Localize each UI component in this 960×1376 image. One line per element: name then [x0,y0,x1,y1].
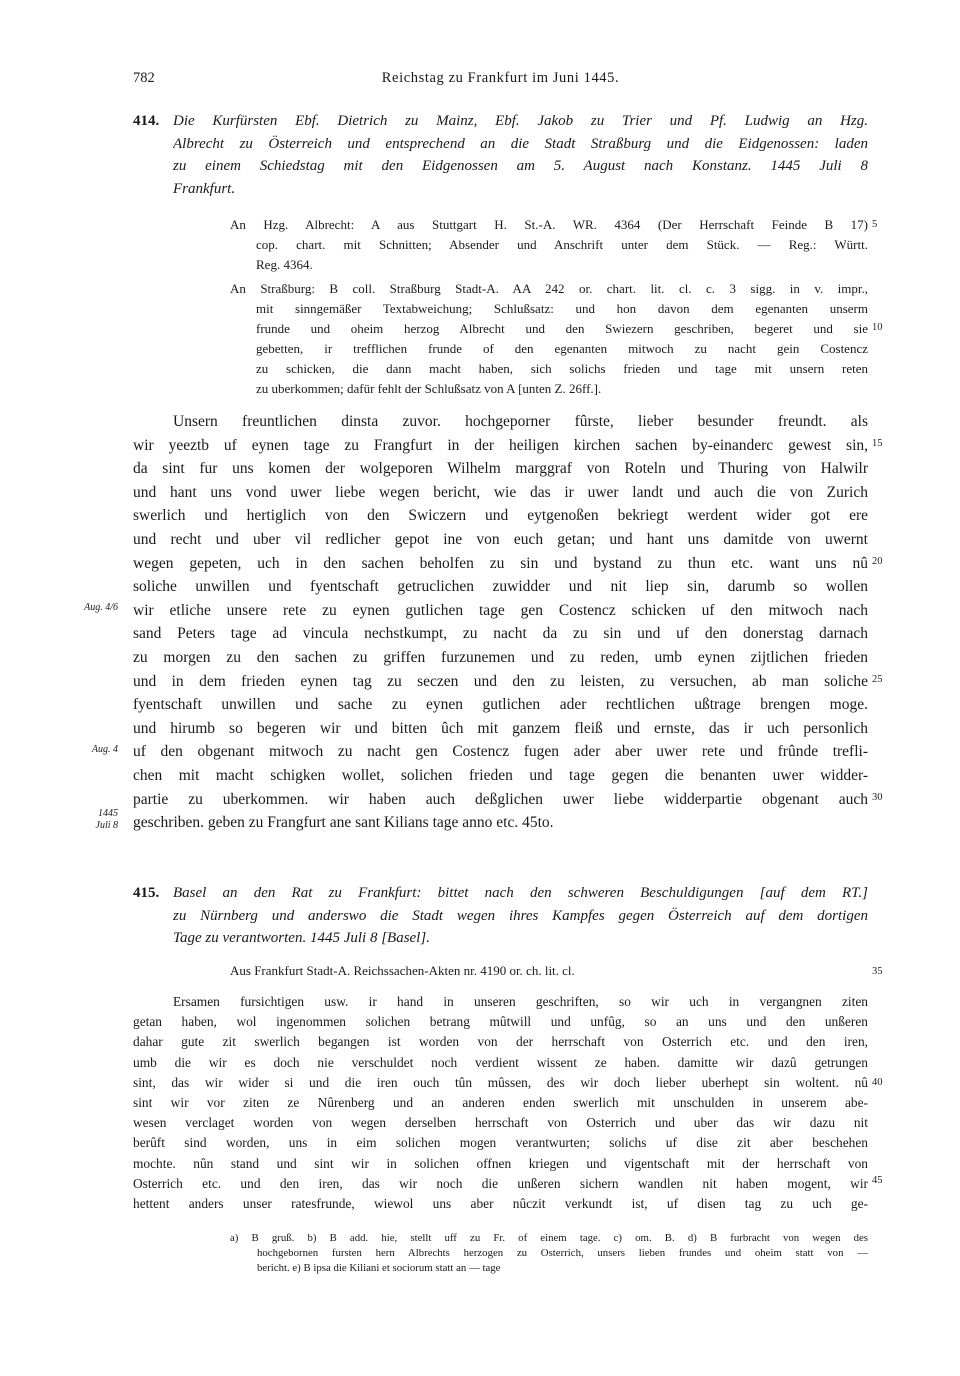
source-line: frunde und oheim herzog Albrecht und den Swiezern geschriben, begeret und sie [256,321,868,336]
doc-415-source [230,961,868,981]
text-line: uf den obgenant mitwoch zu nacht gen Costencz fugen ader aber uwer rete und frûnde trefli- [133,743,868,761]
doc-415-head-line: Tage zu verantworten. 1445 Juli 8 [Basel]. [173,930,430,946]
page-number: 782 [133,70,155,86]
line-number: 20 [872,556,883,567]
doc-415-head-line: Basel an den Rat zu Frankfurt: bittet nach den schweren Beschuldigungen [auf dem RT.] [173,885,868,901]
text-line: berûft sind worden, uns in eim solichen mogen verantwurten; solichs uf dise zit aber beschehen [133,1135,868,1151]
doc-414-head-line: Frankfurt. [173,180,236,197]
doc-414-text [133,410,868,835]
text-line: geschriben. geben zu Frangfurt ane sant Kilians tage anno etc. 45to. [133,814,554,832]
text-line: chen mit macht schigken wollet, solichen frieden und tage gegen die benanten uwer widder- [133,766,868,784]
line-number: 15 [872,438,883,449]
text-line: da sint fur uns komen der wolgeporen Wilhelm marggraf von Roteln und Thuring von Halwilr [133,460,868,478]
footnote-line: a) B gruß. b) B add. hie, stellt uff zu Fr. of einem tage. c) om. B. d) B furbracht von wegen des [230,1232,868,1244]
doc-414-head-line: zu einem Schiedstag mit den Eidgenossen am 5. August nach Konstanz. 1445 Juli 8 [173,158,868,174]
line-number: 25 [872,674,883,685]
source-line: mit sinngemäßer Textabweichung; Schlußsatz: und hon davon dem egenanten unserm [256,301,868,316]
source-line: An Straßburg: B coll. Straßburg Stadt-A. AA 242 or. chart. lit. cl. c. 3 sigg. in v. impr., [230,281,868,296]
line-number: 45 [872,1175,883,1186]
source-line: zu schicken, die dann macht haben, sich solichs frieden und tage mit unsern reten [256,361,868,376]
source-line: gebetten, ir trefflichen frunde of den egenanten mitwoch zu nacht gein Costencz [256,341,868,356]
text-line: umb die wir es doch nie verschuldet noch verdient wissent ze haben. damitte wir dazû getrungen [133,1054,868,1070]
line-number: 5 [872,219,878,230]
margin-note: Aug. 4 [91,744,118,755]
text-line: zu morgen zu den sachen zu griffen furzunemen und zu reden, umb eynen zijtlichen frieden [133,648,868,666]
text-line: soliche unwillen und fyentschaft getruclichen zuwidder und nit liep sin, darumb so wollen [133,578,868,596]
doc-414-number: 414. [133,113,160,129]
text-line: und hirumb so begeren wir und bitten ûch mit ganzem fleiß und ernste, das ir uch personlich [133,719,868,737]
text-line: dahar gute zit swerlich begangen ist worden von der herrschaft von Osterrich etc. und den iren, [133,1034,868,1050]
text-line: sint, das wir wider si und die iren ouch tûn mûssen, des wir doch lieber uberhept sin woltent. nû [133,1074,868,1090]
text-line: sand Peters tage ad vincula nechstkumpt, zu nacht da zu sin und uf den donerstag darnach [133,625,868,643]
source-line: zu uberkommen; dafür fehlt der Schlußsatz von A [unten Z. 26ff.]. [256,381,602,396]
doc-415-text [133,992,868,1214]
text-line: und in dem frieden eynen tag zu seczen und den zu leisten, zu versuchen, ab man soliche [133,672,868,690]
text-line: partie zu uberkommen. wir haben auch deßglichen uwer liebe widderpartie obgenant auch [133,790,868,808]
text-line: fyentschaft unwillen und sache zu eynen gutlichen ader rechtlichen ußtrage brengen moge. [133,696,868,714]
text-line: wir etliche unsere rete zu eynen gutlichen tage gen Costencz schicken uf den mitwoch nach [133,601,868,619]
line-number: 40 [872,1077,883,1088]
text-line: hettent anders unser ratesfrunde, wiewol uns aber nûczit verkundt ist, uf disen tag zu uch ge- [133,1196,868,1212]
footnotes [230,1231,868,1276]
running-header [133,70,868,92]
text-line: swerlich und hertiglich von den Swiczern und eytgenoßen bekriegt werdent wider got ere [133,507,868,525]
line-number: 10 [872,322,883,333]
margin-note-date: 1445 Juli 8 [95,808,118,831]
doc-415-number: 415. [133,885,160,901]
line-number: 30 [872,792,883,803]
source-line: cop. chart. mit Schnitten; Absender und Anschrift unter dem Stück. — Reg.: Württ. [256,237,868,252]
source-line: Aus Frankfurt Stadt-A. Reichssachen-Akten nr. 4190 or. ch. lit. cl. [230,963,575,978]
doc-414-head-line: Albrecht zu Österreich und entsprechend an die Stadt Straßburg und die Eidgenossen: laden [173,135,868,152]
line-number: 35 [872,966,883,977]
doc-415-head-line: zu Nürnberg und anderswo die Stadt wegen ihres Kampfes gegen Österreich auf dem dortigen [173,907,868,924]
doc-414-heading [133,110,868,202]
text-line: Ersamen fursichtigen usw. ir hand in unseren geschriften, so wir uch in vergangnen ziten [173,994,868,1009]
running-title: Reichstag zu Frankfurt im Juni 1445. [381,70,620,86]
text-line: und recht und uber vil redlicher gepot ine von euch getan; und hant uns damitde von uwernt [133,530,868,548]
footnote-line: hochgebornen fursten hern Albrechts herzogen zu Osterrich, unsers lieben frundes und oheim statt von — [257,1247,868,1259]
text-line: getan haben, wol ingenommen solichen betrang mûtwill und unfûg, so an uns und den unßeren [133,1014,868,1030]
text-line: mochte. nûn stand und sint wir in solichen offnen kriegen und vigentschaft mit der herrschaft von [133,1155,868,1171]
source-line: Reg. 4364. [256,257,313,272]
text-line: und hant uns vond uwer liebe wegen bericht, wie das ir uwer landt und auch die von Zurich [133,483,868,501]
text-line: wir yeeztb uf eynen tage zu Frangfurt in der heiligen kirchen sachen by-einanderc gewest sin, [133,436,868,454]
text-line: sint wir vor ziten ze Nûrenberg und an anderen enden swerlich mit unschulden in unserem abe- [133,1095,868,1111]
source-line: An Hzg. Albrecht: A aus Stuttgart H. St.-A. WR. 4364 (Der Herrschaft Feinde B 17) [230,217,868,232]
text-line: wegen gepeten, uch in den sachen beholfen zu sin und bystand zu thun etc. want uns nû [133,554,868,572]
margin-note: Aug. 4/6 [84,602,118,613]
doc-415-heading [133,882,868,952]
text-line: wesen verclaget worden von wegen derselben herrschaft von Osterrich und uber das wir dazu nit [133,1115,868,1131]
doc-414-head-line: Die Kurfürsten Ebf. Dietrich zu Mainz, Ebf. Jakob zu Trier und Pf. Ludwig an Hzg. [173,113,868,129]
doc-414-sources [230,215,868,399]
text-line: Unsern freuntlichen dinsta zuvor. hochgeporner fûrste, lieber besunder freundt. als [173,413,868,430]
text-line: Osterrich etc. und den iren, das wir noch die unßeren sichern wandlen nit haben mogent, wir [133,1175,868,1191]
footnote-line: bericht. e) B ipsa die Kiliani et sociorum statt an — tage [257,1262,501,1274]
